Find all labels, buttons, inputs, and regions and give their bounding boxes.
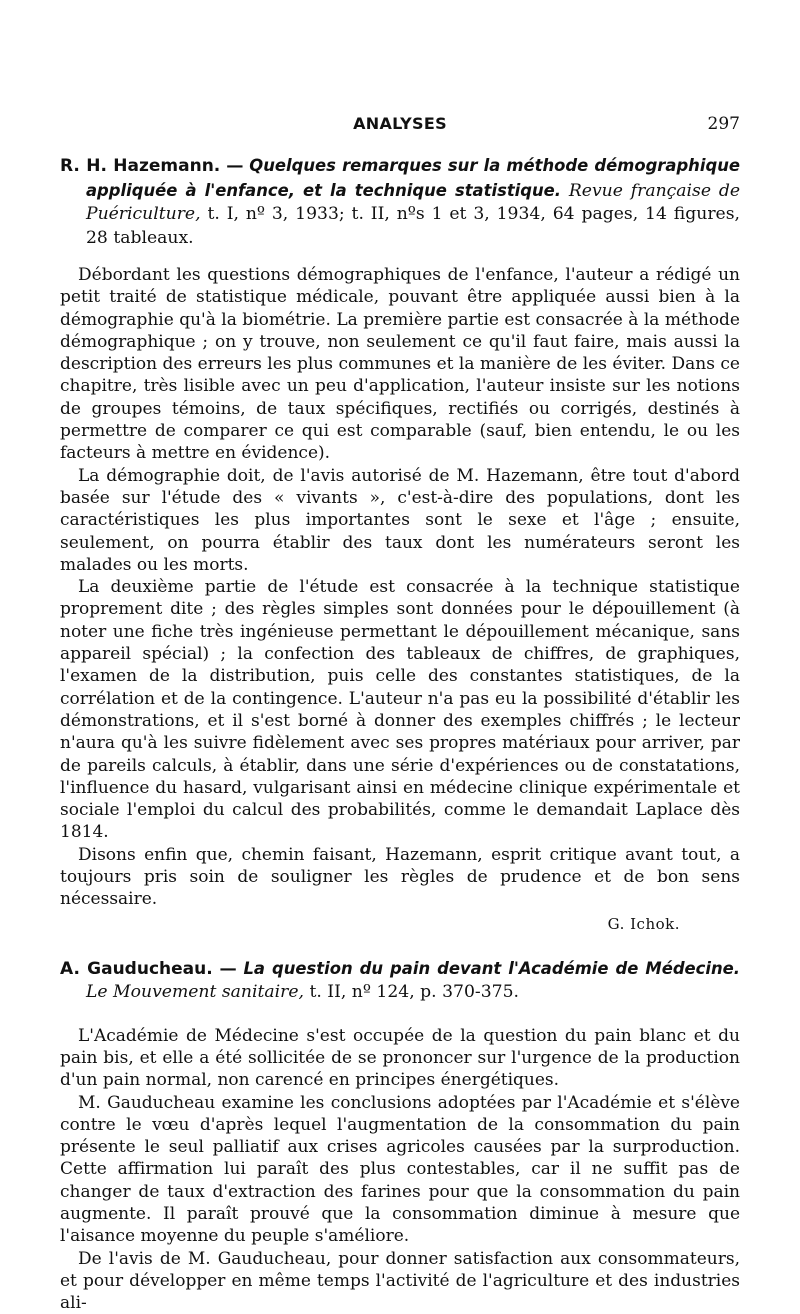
article-citation: t. II, nº 124, p. 370-375.	[309, 982, 519, 1003]
header-dash: —	[226, 156, 244, 176]
article-title: Quelques remarques sur la méthode démographique appliquée à l'enfance, et la technique statistique.	[86, 156, 740, 200]
article-journal: Revue française de Puériculture,	[86, 180, 740, 224]
page-number: 297	[707, 114, 740, 134]
article-hazemann	[60, 154, 740, 935]
paragraph: L'Académie de Médecine s'est occupée de la question du pain blanc et du pain bis, et elle a été sollicitée de se prononcer sur l'urgence de la production d'un pain normal, non carencé en principes énergétiques.	[60, 1025, 740, 1091]
paragraph: De l'avis de M. Gauducheau, pour donner satisfaction aux consommateurs, et pour développer en même temps l'activité de l'agriculture et des industries ali-	[60, 1248, 740, 1314]
paragraph: M. Gauducheau examine les conclusions adoptées par l'Académie et s'élève contre le vœu d'après lequel l'augmentation de la consommation du pain présente le seul palliatif aux crises agricoles causées par la surproduction. Cette affirmation lui paraît des plus contestables, car il ne suffit pas de changer de taux d'extraction des farines pour que la consommation du pain augmente. Il paraît prouvé que la consommation diminue à mesure que l'aisance moyenne du peuple s'améliore.	[60, 1092, 740, 1247]
article-author: A. Gauducheau.	[60, 958, 213, 979]
page	[60, 110, 740, 1314]
article-gauducheau	[60, 957, 740, 1314]
article-header	[60, 957, 740, 1005]
running-head	[60, 110, 740, 136]
article-author: R. H. Hazemann.	[60, 156, 221, 176]
paragraph: Débordant les questions démographiques de l'enfance, l'auteur a rédigé un petit traité de statistique médicale, pouvant être appliquée aussi bien à la démographie qu'à la biométrie. La première partie est consacrée à la méthode démographique ; on y trouve, non seulement ce qu'il faut faire, mais aussi la description des erreurs les plus communes et la manière de les éviter. Dans ce chapitre, très lisible avec un peu d'application, l'auteur insiste sur les notions de groupes témoins, de taux spécifiques, rectifiés ou corrigés, destinés à permettre de comparer ce qui est comparable (sauf, bien entendu, le ou les facteurs à mettre en évidence).	[60, 265, 740, 464]
paragraph: Disons enfin que, chemin faisant, Hazemann, esprit critique avant tout, a toujours pris soin de souligner les règles de prudence et de bon sens nécessaire.	[60, 844, 740, 910]
running-title: ANALYSES	[353, 114, 447, 133]
article-header	[60, 154, 740, 250]
paragraph: La deuxième partie de l'étude est consacrée à la technique statistique proprement dite ; des règles simples sont données pour le dépouillement (à noter une fiche très ingénieuse permettant le dépouillement mécanique, sans appareil spécial) ; la confection des tableaux de chiffres, de graphiques, l'examen de la distribution, puis celle des constantes statistiques, de la corrélation et de la contingence. L'auteur n'a pas eu la possibilité d'établir les démonstrations, et il s'est borné à donner des exemples chiffrés ; le lecteur n'aura qu'à les suivre fidèlement avec ses propres matériaux pour arriver, par de pareils calculs, à établir, dans une série d'expériences ou de constatations, l'influence du hasard, vulgarisant ainsi en médecine clinique expérimentale et sociale l'emploi du calcul des probabilités, comme le demandait Laplace dès 1814.	[60, 577, 740, 843]
reviewer-signature: G. Ichok.	[607, 914, 680, 933]
paragraph: La démographie doit, de l'avis autorisé de M. Hazemann, être tout d'abord basée sur l'étude des « vivants », c'est-à-dire des populations, dont les caractéristiques les plus importantes sont le sexe et l'âge ; ensuite, seulement, on pourra établir des taux dont les numérateurs seront les malades ou les morts.	[60, 465, 740, 575]
article-citation: t. I, nº 3, 1933; t. II, nºs 1 et 3, 1934, 64 pages, 14 figures, 28 tableaux.	[86, 204, 741, 248]
article-journal: Le Mouvement sanitaire,	[86, 982, 304, 1003]
header-dash: —	[219, 958, 237, 979]
article-title: La question du pain devant l'Académie de Médecine.	[243, 958, 741, 978]
